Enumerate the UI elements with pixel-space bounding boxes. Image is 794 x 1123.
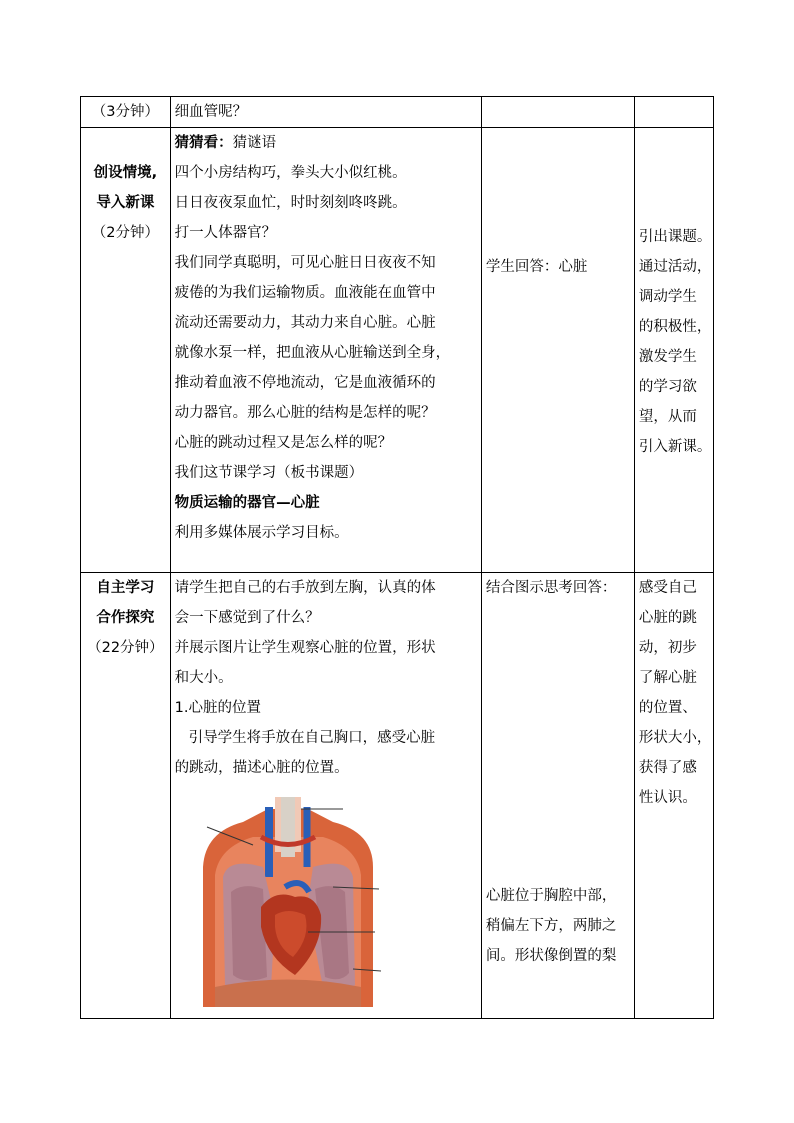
teacher-heading-bold: 猜猜看： [174, 135, 233, 151]
time-label: （22分钟） [87, 640, 164, 656]
teacher-line: 引导学生将手放在自己胸口，感受心脏 [188, 730, 436, 746]
student-notes [486, 881, 630, 971]
section-heading: 1.心脏的位置 [174, 700, 262, 716]
teacher-heading-rest: 猜谜语 [232, 135, 277, 151]
teacher-line: 请学生把自己的右手放到左胸，认真的体 [174, 580, 436, 596]
teacher-line: 就像水泵一样，把血液从心脏输送到全身， [174, 345, 451, 361]
teacher-line: 我们同学真聪明，可见心脏日日夜夜不知 [174, 255, 436, 271]
teacher-line: 并展示图片让学生观察心脏的位置，形状 [174, 640, 436, 656]
teacher-line: 四个小房结构巧，拳头大小似红桃。 [174, 165, 407, 181]
intent-line: 感受自己 [638, 580, 697, 596]
stage-title: 合作探究 [96, 610, 155, 626]
table-row [81, 573, 714, 1019]
intent-line: 性认识。 [638, 790, 697, 806]
student-note-line: 间。形状像倒置的梨 [485, 948, 617, 964]
intent-line: 通过活动， [638, 259, 712, 275]
teacher-heading [175, 128, 477, 158]
stage-cell [81, 97, 171, 128]
time-label: （3分钟） [91, 104, 159, 120]
teacher-line: 我们这节课学习（板书课题） [174, 465, 364, 481]
teacher-line: 细血管呢？ [174, 104, 248, 120]
teacher-line: 打一人体器官？ [174, 225, 277, 241]
intent-line: 获得了感 [638, 760, 697, 776]
teacher-cell [170, 128, 481, 573]
intent-line: 的位置、 [638, 700, 697, 716]
intent-cell [634, 97, 713, 128]
intent-line: 的积极性， [638, 319, 712, 335]
student-answer: 学生回答：心脏 [485, 259, 588, 275]
student-cell [481, 128, 634, 573]
teacher-line: 日日夜夜泵血忙，时时刻刻咚咚跳。 [174, 195, 407, 211]
stage-cell [81, 128, 171, 573]
stage-title: 自主学习 [96, 580, 155, 596]
intent-cell [634, 128, 713, 573]
stage-title: 导入新课 [96, 195, 155, 211]
time-label: （2分钟） [91, 225, 159, 241]
student-cell [481, 97, 634, 128]
intent-line: 望，从而 [638, 409, 697, 425]
stage-cell [81, 573, 171, 1019]
student-answer: 结合图示思考回答： [485, 580, 617, 596]
intent-line: 了解心脏 [638, 670, 697, 686]
teacher-line: 推动着血液不停地流动，它是血液循环的 [174, 375, 436, 391]
intent-line: 形状大小， [638, 730, 712, 746]
teacher-line: 心脏的跳动过程又是怎么样的呢？ [174, 435, 393, 451]
teacher-line: 和大小。 [174, 670, 233, 686]
teacher-cell [170, 97, 481, 128]
lesson-plan-table [80, 96, 714, 1019]
teacher-line: 会一下感觉到了什么？ [174, 610, 320, 626]
intent-line: 调动学生 [638, 289, 697, 305]
intent-line: 引出课题。 [638, 229, 712, 245]
intent-cell [634, 573, 713, 1019]
intent-line: 的学习欲 [638, 379, 697, 395]
teacher-cell [170, 573, 481, 1019]
intent-line: 动，初步 [638, 640, 697, 656]
intent-line: 激发学生 [638, 349, 697, 365]
student-note-line: 心脏位于胸腔中部， [485, 888, 617, 904]
intent-line: 心脏的跳 [638, 610, 697, 626]
teacher-line: 的跳动，描述心脏的位置。 [174, 760, 349, 776]
teacher-line: 动力器官。那么心脏的结构是怎样的呢？ [174, 405, 436, 421]
heart-anatomy-image [183, 797, 391, 1007]
table-row [81, 97, 714, 128]
stage-title: 创设情境, [93, 165, 158, 181]
teacher-line: 疲倦的为我们运输物质。血液能在血管中 [174, 285, 436, 301]
lesson-topic: 物质运输的器官—心脏 [174, 495, 320, 511]
table-row [81, 128, 714, 573]
student-cell [481, 573, 634, 1019]
teacher-line: 流动还需要动力，其动力来自心脏。心脏 [174, 315, 436, 331]
intent-line: 引入新课。 [638, 439, 712, 455]
student-note-line: 稍偏左下方，两肺之 [485, 918, 617, 934]
teacher-line: 利用多媒体展示学习目标。 [174, 525, 349, 541]
